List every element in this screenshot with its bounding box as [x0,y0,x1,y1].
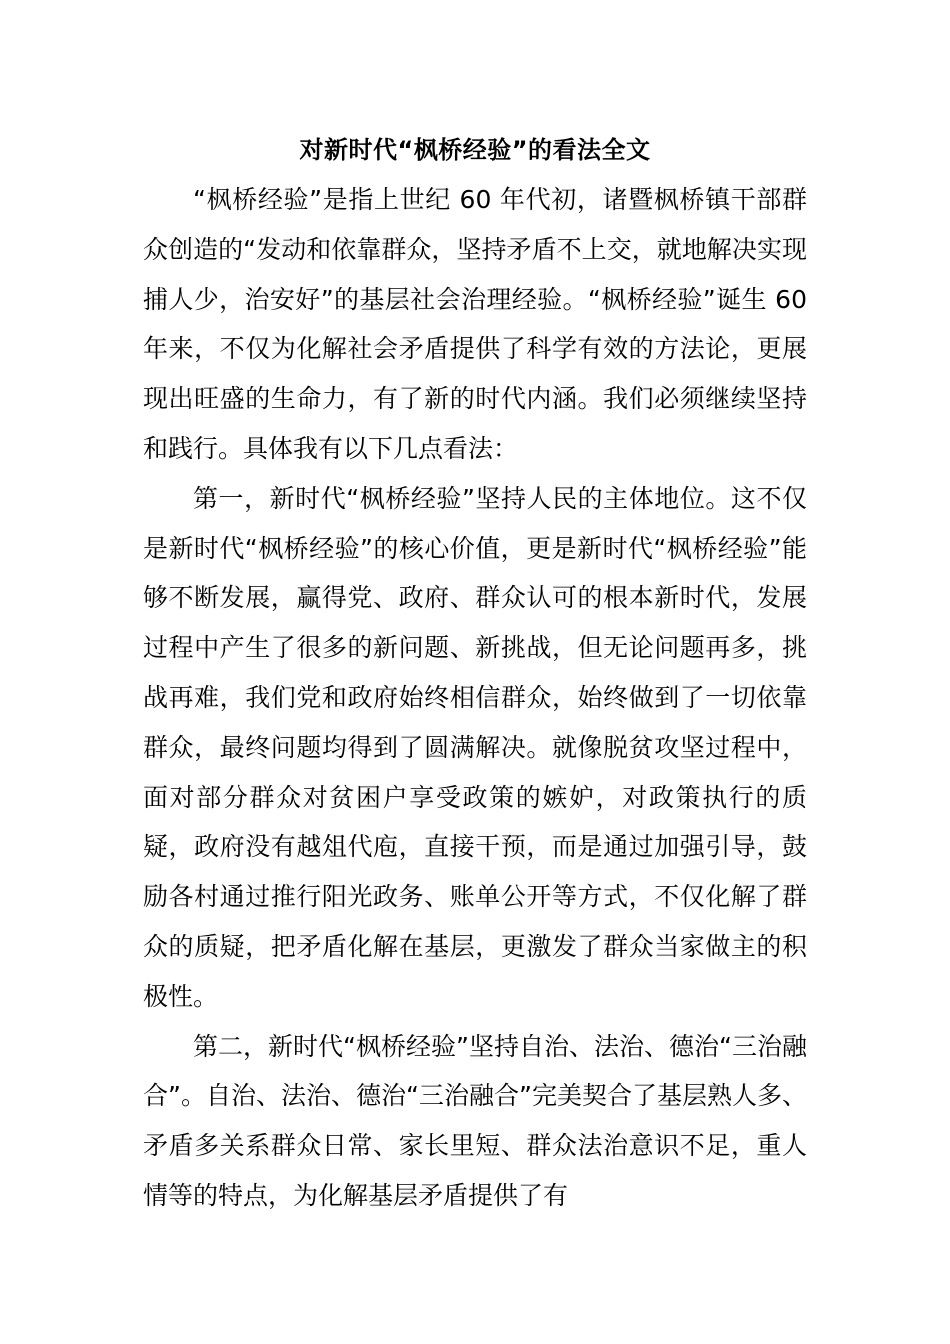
paragraph-first-point: 第一，新时代“枫桥经验”坚持人民的主体地位。这不仅是新时代“枫桥经验”的核心价值，更是新时代“枫桥经验”能够不断发展，赢得党、政府、群众认可的根本新时代，发展过程中产生了很多的新问题、新挑战，但无论问题再多，挑战再难，我们党和政府始终相信群众，始终做到了一切依靠群众，最终问题均得到了圆满解决。就像脱贫攻坚过程中，面对部分群众对贫困户享受政策的嫉妒，对政策执行的质疑，政府没有越俎代庖，直接干预，而是通过加强引导，鼓励各村通过推行阳光政务、账单公开等方式，不仅化解了群众的质疑，把矛盾化解在基层，更激发了群众当家做主的积极性。 [143,483,807,1011]
document-title: 对新时代“枫桥经验”的看法全文 [299,136,651,164]
paragraph-intro: “枫桥经验”是指上世纪 60 年代初，诸暨枫桥镇干部群众创造的“发动和依靠群众，坚持矛盾不上交，就地解决实现捕人少，治安好”的基层社会治理经验。“枫桥经验”诞生 60 年来，不仅为化解社会矛盾提供了科学有效的方法论，更展现出旺盛的生命力，有了新的时代内涵。我们必须继续坚持和践行。具体我有以下几点看法： [143,185,807,463]
document-body [143,175,807,1221]
paragraph-second-point: 第二，新时代“枫桥经验”坚持自治、法治、德治“三治融合”。自治、法治、德治“三治融合”完美契合了基层熟人多、矛盾多关系群众日常、家长里短、群众法治意识不足，重人情等的特点，为化解基层矛盾提供了有 [143,1031,807,1210]
